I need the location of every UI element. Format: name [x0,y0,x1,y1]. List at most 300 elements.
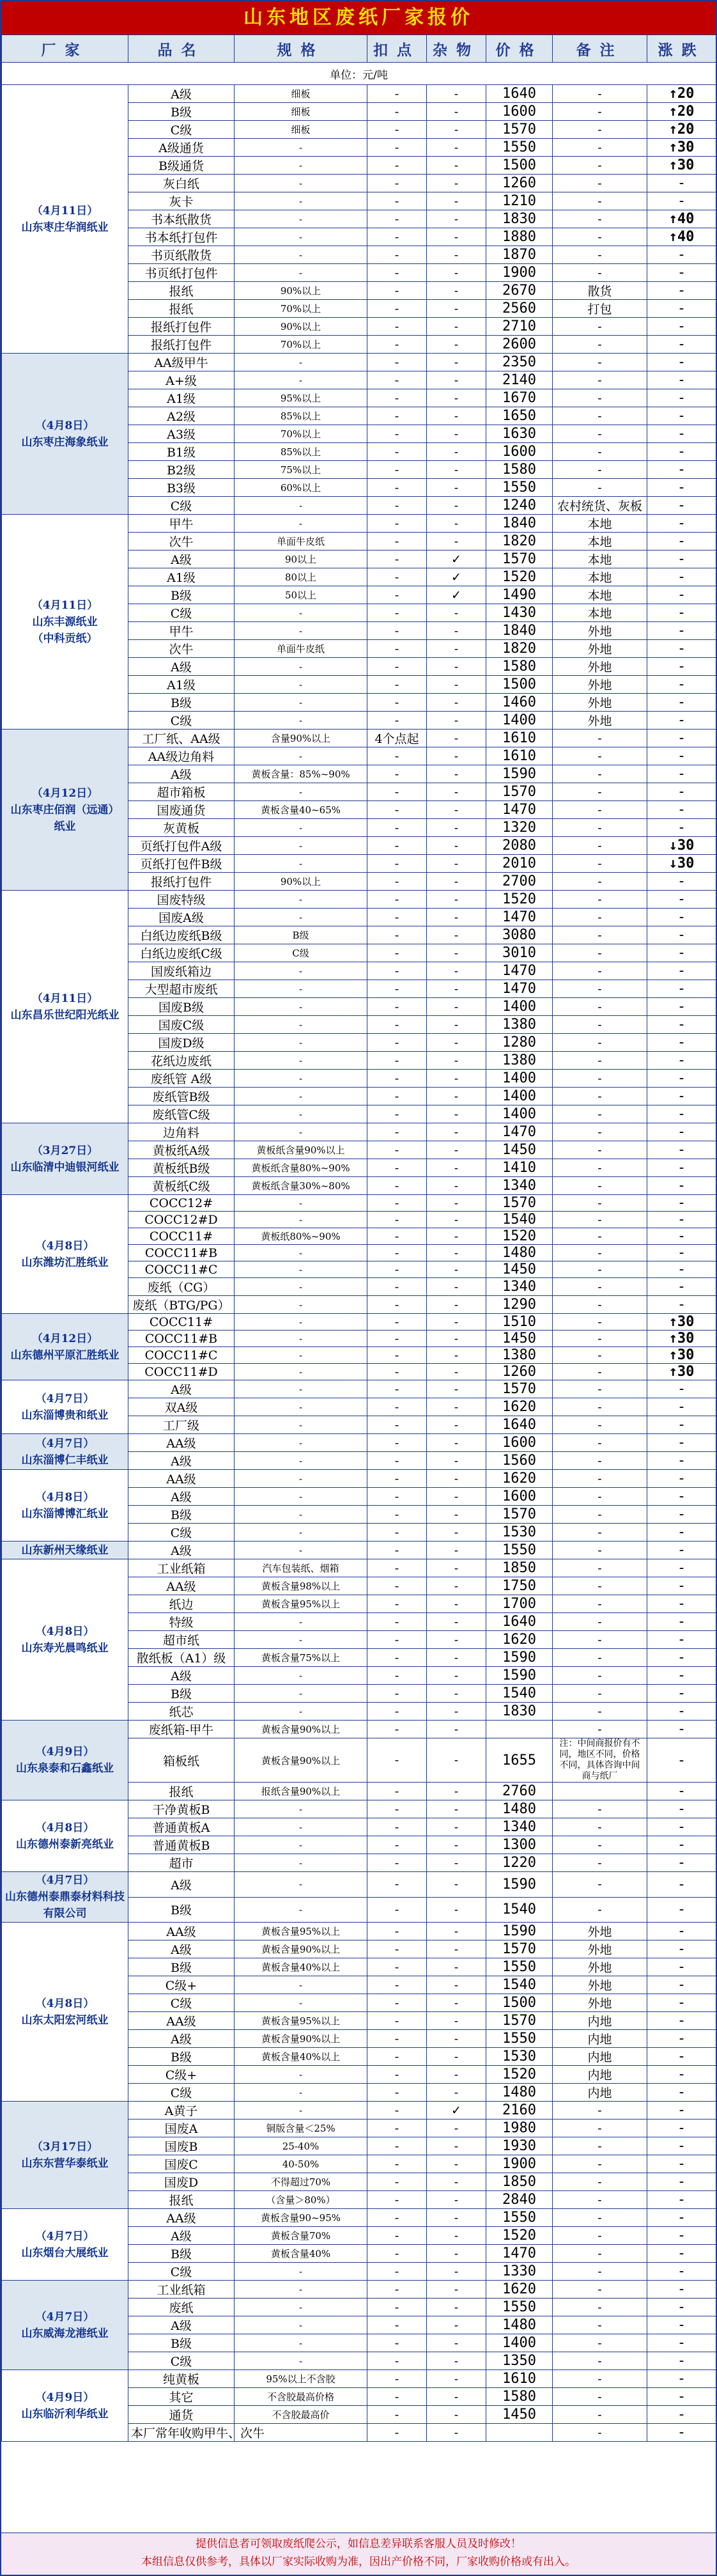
product-cell: 书页纸打包件 [128,264,235,282]
change-cell: - [647,479,716,497]
impurity-cell: - [427,1721,486,1738]
spec-cell: - [235,712,367,730]
price-cell: 1610 [486,747,553,765]
deduction-cell: - [367,2173,427,2191]
note-cell: - [553,962,647,980]
change-cell: - [647,622,716,640]
note-cell: - [553,2352,647,2370]
product-cell: A级 [128,1380,235,1398]
impurity-cell: - [427,1818,486,1836]
price-cell: 1530 [486,1524,553,1542]
change-cell: - [647,568,716,586]
impurity-cell: - [427,1703,486,1721]
price-cell: 1320 [486,819,553,837]
note-cell: - [553,1296,647,1314]
note-cell: 打包 [553,300,647,318]
product-cell: A级 [128,1542,235,1559]
note-cell: 本地 [553,604,647,622]
change-cell: - [647,604,716,622]
change-cell: - [647,1595,716,1613]
deduction-cell: - [367,1347,427,1364]
product-cell: 页纸打包件A级 [128,837,235,855]
spec-cell: 90%以上 [235,873,367,891]
price-cell: 1620 [486,2281,553,2299]
price-cell: 1380 [486,1347,553,1364]
note-cell: 外地 [553,712,647,730]
change-cell: - [647,2334,716,2352]
change-cell: - [647,640,716,658]
table-row [2,1923,716,1940]
deduction-cell: - [367,694,427,712]
spec-cell: - [235,1398,367,1416]
price-cell: 1470 [486,980,553,998]
note-cell: - [553,998,647,1016]
impurity-cell: - [427,1195,486,1212]
note-cell: - [553,157,647,175]
company-cell: （4月11日） 山东昌乐世纪阳光纸业 [2,891,128,1123]
price-cell: 1550 [486,1542,553,1559]
product-cell: 箱板纸 [128,1738,235,1783]
spec-cell: - [235,1470,367,1488]
price-cell: 2710 [486,318,553,336]
impurity-cell: - [427,1141,486,1159]
deduction-cell: - [367,837,427,855]
table-row [2,1470,716,1488]
spec-cell: - [235,1524,367,1542]
price-cell [486,2424,553,2442]
spec-cell: - [235,1105,367,1123]
spec-cell: 黄板含量95%以上 [235,2012,367,2030]
product-cell: 书页纸散货 [128,246,235,264]
header-deduction: 扣点 [367,35,427,63]
impurity-cell: - [427,85,486,103]
change-cell: ↑30 [647,1347,716,1364]
deduction-cell: - [367,980,427,998]
table-row [2,515,716,533]
price-cell: 2010 [486,855,553,873]
spec-cell: - [235,855,367,873]
note-cell: - [553,2281,647,2299]
note-cell: 注：中间商报价有不同，地区不同，价格不同，具体咨询中间商与纸厂 [553,1738,647,1783]
deduction-cell: - [367,1228,427,1245]
deduction-cell: - [367,873,427,891]
product-cell: A级 [128,2316,235,2334]
change-cell: - [647,1783,716,1800]
impurity-cell: - [427,1364,486,1380]
impurity-cell: - [427,1296,486,1314]
impurity-cell: - [427,1506,486,1524]
price-cell: 2140 [486,371,553,389]
note-cell: - [553,1854,647,1872]
product-cell: 纸芯 [128,1703,235,1721]
spec-cell: - [235,747,367,765]
impurity-cell: - [427,210,486,228]
change-cell: - [647,354,716,371]
change-cell: - [647,1228,716,1245]
product-cell: A级 [128,658,235,676]
change-cell: - [647,175,716,192]
change-cell: - [647,1052,716,1070]
change-cell: - [647,282,716,300]
note-cell: - [553,1245,647,1261]
impurity-cell: - [427,389,486,407]
impurity-cell: - [427,1434,486,1452]
price-cell: 1570 [486,550,553,568]
price-cell: 1620 [486,1398,553,1416]
change-cell: - [647,1524,716,1542]
note-cell: 本地 [553,533,647,550]
price-cell: 1550 [486,2209,553,2227]
price-cell: 1750 [486,1577,553,1595]
deduction-cell: - [367,139,427,157]
impurity-cell: - [427,1052,486,1070]
spec-cell: - [235,1296,367,1314]
spec-cell: - [235,210,367,228]
change-cell: - [647,1923,716,1940]
spec-cell: - [235,246,367,264]
impurity-cell: - [427,998,486,1016]
impurity-cell: - [427,622,486,640]
note-cell: - [553,175,647,192]
change-cell: - [647,1016,716,1034]
deduction-cell: - [367,1577,427,1595]
product-cell: AA级 [128,1434,235,1452]
price-cell: 1550 [486,2030,553,2048]
company-cell: （4月8日） 山东枣庄海象纸业 [2,354,128,515]
deduction-cell: - [367,1052,427,1070]
impurity-cell: - [427,783,486,801]
spec-cell: - [235,1278,367,1296]
deduction-cell: - [367,1506,427,1524]
price-cell: 1450 [486,2406,553,2424]
impurity-cell: - [427,1398,486,1416]
price-cell: 1520 [486,2066,553,2084]
product-cell: 次牛 [128,533,235,550]
price-cell: 1510 [486,1314,553,1331]
price-cell: 1460 [486,694,553,712]
note-cell: - [553,1331,647,1347]
price-cell: 1630 [486,425,553,443]
note-cell: - [553,819,647,837]
spec-cell: 不得超过70% [235,2173,367,2191]
product-cell: 国废A [128,2119,235,2137]
footer-notice [1,2533,716,2575]
page-title: 山东地区废纸厂家报价 [1,1,716,35]
change-cell: - [647,2263,716,2281]
note-cell: - [553,1159,647,1177]
deduction-cell: - [367,944,427,962]
product-cell: A3级 [128,425,235,443]
note-cell: - [553,1649,647,1667]
note-cell: - [553,2424,647,2442]
price-cell: 1590 [486,765,553,783]
deduction-cell: - [367,1398,427,1416]
impurity-cell: - [427,139,486,157]
product-cell: 大型超市废纸 [128,980,235,998]
change-cell: - [647,2370,716,2388]
product-cell: B级 [128,1897,235,1923]
spec-cell: - [235,658,367,676]
change-cell: - [647,1685,716,1703]
spec-cell: - [235,1613,367,1631]
note-cell: - [553,264,647,282]
change-cell: - [647,1940,716,1958]
spec-cell: - [235,2263,367,2281]
product-cell: C级 [128,2352,235,2370]
change-cell: ↑30 [647,139,716,157]
deduction-cell: - [367,1434,427,1452]
deduction-cell: - [367,175,427,192]
product-cell: 超市箱板 [128,783,235,801]
change-cell: - [647,300,716,318]
product-cell: 干净黄板B [128,1800,235,1818]
product-cell: A2级 [128,407,235,425]
spec-cell: 黄板含量90%以上 [235,1721,367,1738]
spec-cell: - [235,228,367,246]
product-cell: 黄板纸B级 [128,1159,235,1177]
spec-cell: 黄板含量90%以上 [235,1738,367,1783]
price-cell: 1840 [486,622,553,640]
product-cell: 国废D [128,2173,235,2191]
deduction-cell: - [367,264,427,282]
change-cell: - [647,2281,716,2299]
product-cell: COCC11#B [128,1331,235,1347]
price-cell: 1620 [486,1631,553,1649]
deduction-cell: - [367,318,427,336]
change-cell: - [647,1994,716,2012]
deduction-cell: - [367,1245,427,1261]
spec-cell: 单面牛皮纸 [235,533,367,550]
spec-cell: - [235,1872,367,1898]
company-cell: （4月12日） 山东德州平原汇胜纸业 [2,1314,128,1380]
change-cell: - [647,1452,716,1470]
spec-cell: - [235,1818,367,1836]
change-cell: - [647,909,716,926]
impurity-cell: - [427,1836,486,1854]
change-cell: - [647,2084,716,2102]
spec-cell: 70%以上 [235,336,367,354]
impurity-cell: - [427,1088,486,1105]
note-cell: - [553,1105,647,1123]
price-cell: 2760 [486,1783,553,1800]
deduction-cell: - [367,1296,427,1314]
price-cell: 1540 [486,1685,553,1703]
change-cell: - [647,1897,716,1923]
change-cell: - [647,533,716,550]
product-cell: 次牛 [128,640,235,658]
deduction-cell: - [367,157,427,175]
change-cell: - [647,1958,716,1976]
table-row [2,2102,716,2119]
impurity-cell: - [427,1800,486,1818]
impurity-cell: - [427,2370,486,2388]
change-cell: - [647,1872,716,1898]
note-cell: 外地 [553,1994,647,2012]
spec-cell: 铜版含量＜25% [235,2119,367,2137]
impurity-cell: - [427,1212,486,1228]
deduction-cell: - [367,1123,427,1141]
note-cell: - [553,1347,647,1364]
spec-cell: 黄板纸含量90%以上 [235,1141,367,1159]
company-cell: （4月9日） 山东泉泰和石鑫纸业 [2,1721,128,1800]
impurity-cell: - [427,175,486,192]
product-cell: COCC11# [128,1314,235,1331]
deduction-cell: - [367,228,427,246]
change-cell: - [647,1434,716,1452]
impurity-cell: - [427,2424,486,2442]
note-cell: - [553,1721,647,1738]
spec-cell: - [235,2281,367,2299]
change-cell: - [647,1976,716,1994]
price-cell: 1430 [486,604,553,622]
product-cell: 通货 [128,2406,235,2424]
change-cell: - [647,1088,716,1105]
price-cell: 1600 [486,103,553,121]
deduction-cell: - [367,2406,427,2424]
impurity-cell: - [427,1897,486,1923]
deduction-cell: - [367,389,427,407]
deduction-cell: - [367,640,427,658]
deduction-cell: - [367,2030,427,2048]
impurity-cell: - [427,228,486,246]
change-cell: - [647,1631,716,1649]
change-cell: - [647,1296,716,1314]
note-cell: - [553,389,647,407]
spec-cell: - [235,2334,367,2352]
price-cell: 1260 [486,1364,553,1380]
impurity-cell: - [427,1872,486,1898]
change-cell: - [647,801,716,819]
deduction-cell: - [367,515,427,533]
spec-cell: - [235,622,367,640]
price-cell: 1500 [486,157,553,175]
spec-cell: - [235,909,367,926]
price-cell: 2840 [486,2191,553,2209]
spec-cell: 含量90%以上 [235,730,367,747]
spec-cell: C级 [235,944,367,962]
change-cell: - [647,1649,716,1667]
impurity-cell: - [427,658,486,676]
product-cell: B1级 [128,443,235,461]
price-cell: 2350 [486,354,553,371]
deduction-cell: - [367,1872,427,1898]
spec-cell: - [235,139,367,157]
product-cell: 国废通货 [128,801,235,819]
product-cell: B级 [128,2048,235,2066]
price-cell: 1340 [486,1177,553,1195]
product-cell: 书本纸散货 [128,210,235,228]
product-cell: 其它 [128,2388,235,2406]
change-cell: - [647,1278,716,1296]
product-cell: 本厂常年收购甲牛、次牛 [128,2424,235,2442]
deduction-cell: - [367,425,427,443]
change-cell: - [647,1738,716,1783]
product-cell: 国废B级 [128,998,235,1016]
impurity-cell: - [427,1613,486,1631]
product-cell: A级 [128,1452,235,1470]
deduction-cell: - [367,2119,427,2137]
spec-cell: 95%以上 [235,389,367,407]
change-cell: - [647,550,716,568]
impurity-cell: - [427,1524,486,1542]
price-cell: 1540 [486,1212,553,1228]
spec-cell: - [235,1800,367,1818]
change-cell: ↓30 [647,855,716,873]
deduction-cell: - [367,604,427,622]
spec-cell: 细板 [235,121,367,139]
deduction-cell: - [367,1195,427,1212]
spec-cell: - [235,837,367,855]
note-cell: - [553,783,647,801]
note-cell: - [553,2155,647,2173]
deduction-cell: - [367,533,427,550]
spec-cell: - [235,1245,367,1261]
spec-cell: 90%以上 [235,318,367,336]
price-cell: 1640 [486,85,553,103]
price-cell: 1400 [486,2334,553,2352]
note-cell: - [553,2299,647,2316]
spec-cell: - [235,998,367,1016]
deduction-cell: - [367,801,427,819]
note-cell: 散货 [553,282,647,300]
price-cell: 1840 [486,515,553,533]
deduction-cell: - [367,1524,427,1542]
table-row [2,2370,716,2388]
product-cell: 纸边 [128,1595,235,1613]
note-cell: - [553,2173,647,2191]
spec-cell: 黄板含量：85%~90% [235,765,367,783]
note-cell: 农村统货、灰板 [553,497,647,515]
price-cell: 1590 [486,1667,553,1685]
product-cell: 纯黄板 [128,2370,235,2388]
note-cell: - [553,2316,647,2334]
note-cell: - [553,2137,647,2155]
change-cell: - [647,1577,716,1595]
price-cell: 1470 [486,962,553,980]
spec-cell: 85%以上 [235,407,367,425]
product-cell: COCC11#C [128,1261,235,1278]
impurity-cell: - [427,962,486,980]
table-row [2,2281,716,2299]
change-cell: - [647,407,716,425]
price-cell: 1570 [486,1506,553,1524]
impurity-cell: - [427,1649,486,1667]
table-row [2,1559,716,1577]
price-cell: 1850 [486,2173,553,2191]
spec-cell: 黄板含量40%以上 [235,2048,367,2066]
deduction-cell: - [367,2227,427,2245]
deduction-cell: - [367,1364,427,1380]
change-cell: ↑20 [647,121,716,139]
change-cell: - [647,1159,716,1177]
price-cell: 1480 [486,1800,553,1818]
impurity-cell: - [427,1331,486,1347]
price-cell: 1300 [486,1836,553,1854]
price-cell: 1260 [486,175,553,192]
product-cell: 废纸 [128,2299,235,2316]
deduction-cell: - [367,622,427,640]
note-cell: - [553,371,647,389]
product-cell: C级 [128,2084,235,2102]
spec-cell: - [235,962,367,980]
change-cell: - [647,2316,716,2334]
deduction-cell: - [367,765,427,783]
deduction-cell: - [367,1940,427,1958]
deduction-cell: - [367,2316,427,2334]
product-cell: A级 [128,1940,235,1958]
deduction-cell: - [367,1261,427,1278]
spec-cell: 黄板含量95%以上 [235,1595,367,1613]
